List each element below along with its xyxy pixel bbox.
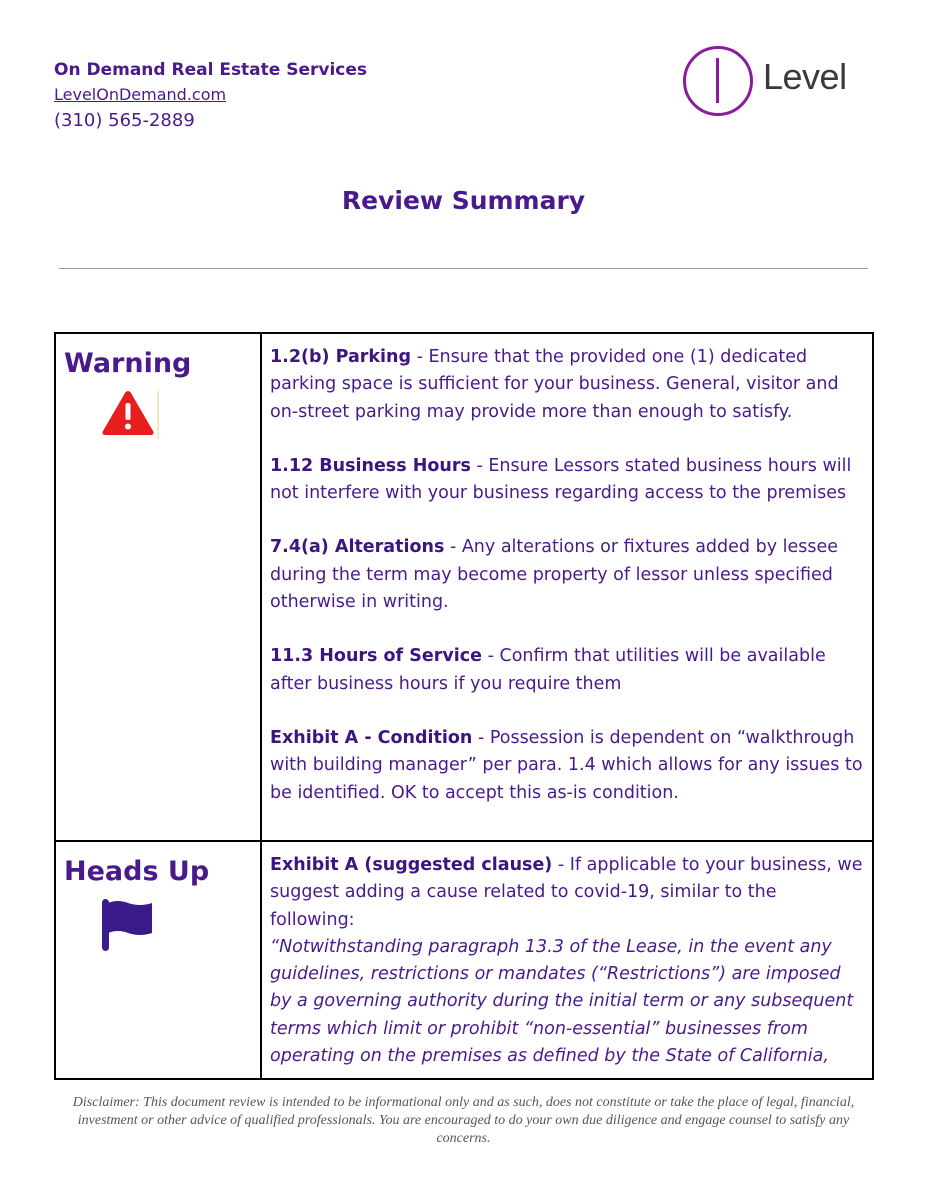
- logo-text: Level: [763, 56, 847, 97]
- item-heading: 7.4(a) Alterations: [270, 537, 445, 558]
- item-heading: Exhibit A (suggested clause): [270, 855, 553, 875]
- list-item: [270, 534, 864, 616]
- divider: [59, 268, 868, 269]
- item-heading: 1.2(b) Parking: [270, 347, 412, 367]
- logo-bar: [716, 58, 719, 103]
- review-table: [54, 332, 874, 1080]
- item-text: - If applicable to your business, we suggest adding a cause related to covid-19, similar to the following:: [270, 855, 863, 930]
- heads-up-label-cell: [55, 841, 261, 1079]
- item-text: - Confirm that utilities will be available after business hours if you require them: [270, 646, 826, 694]
- item-text: - Ensure that the provided one (1) dedicated parking space is sufficient for your business. General, visitor and on-street parking may provide more than enough to satisfy.: [270, 347, 839, 422]
- company-info: [54, 58, 367, 134]
- section-label-heads-up: Heads Up: [64, 856, 210, 887]
- list-item: [270, 643, 864, 698]
- item-heading: 11.3 Hours of Service: [270, 646, 483, 667]
- item-text: - Ensure Lessors stated business hours will not interfere with your business regarding access to the premises: [270, 455, 852, 504]
- level-logo: [683, 46, 863, 118]
- item-heading: 1.12 Business Hours: [270, 455, 471, 476]
- list-item: [270, 852, 864, 934]
- disclaimer: Disclaimer: This document review is intended to be informational only and as such, does not constitute or take the place of legal, financial, investment or other advice of qualified professionals. You are encouraged to do your own due diligence and engage counsel to satisfy any concerns.: [72, 1095, 855, 1146]
- heads-up-content: [270, 852, 864, 1072]
- list-item: [270, 344, 864, 426]
- company-name: On Demand Real Estate Services: [54, 60, 368, 80]
- table-row-warning: [55, 333, 873, 841]
- warning-content-cell: [261, 333, 873, 841]
- list-item: [270, 725, 864, 807]
- suggested-clause-quote: “Notwithstanding paragraph 13.3 of the Lease, in the event any guidelines, restrictions or mandates (“Restrictions”) are imposed by a governing authority during the initial term or any subsequent terms which limit or prohibit “non-essential” businesses from operating on the premises as defined by the State of California,: [270, 936, 854, 1067]
- item-text: - Possession is dependent on “walkthrough with building manager” per para. 1.4 which allows for any issues to be identified. OK to accept this as-is condition.: [270, 727, 863, 803]
- page-title: Review Summary: [341, 186, 586, 215]
- item-heading: Exhibit A - Condition: [270, 727, 473, 748]
- section-label-warning: Warning: [64, 348, 192, 379]
- list-item: [270, 453, 864, 508]
- phone-number: (310) 565-2889: [54, 110, 195, 131]
- heads-up-content-cell: [261, 841, 873, 1079]
- warning-icon: [98, 389, 158, 441]
- table-row-heads-up: [55, 841, 873, 1079]
- flag-icon: [98, 897, 158, 949]
- website-link[interactable]: LevelOnDemand.com: [54, 85, 227, 104]
- item-text: - Any alterations or fixtures added by lessee during the term may become property of lessor unless specified otherwise in writing.: [270, 537, 839, 613]
- warning-label-cell: [55, 333, 261, 841]
